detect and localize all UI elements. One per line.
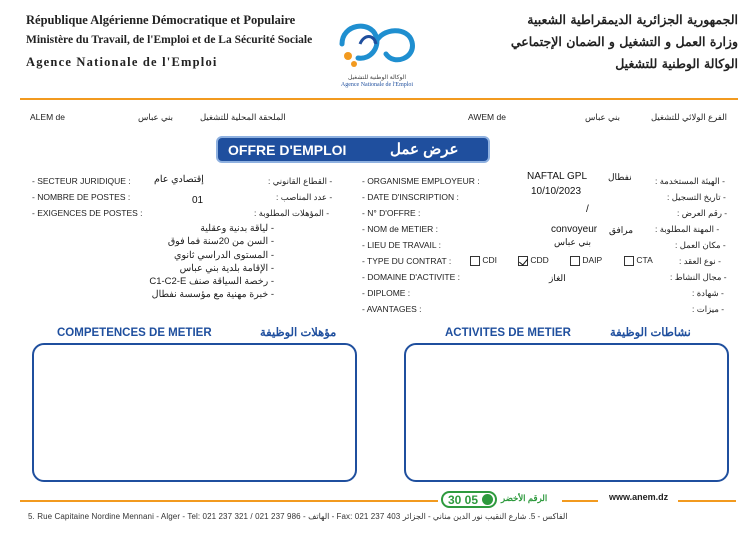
avantages-label: - AVANTAGES : (362, 304, 422, 314)
cta-checkbox[interactable] (624, 256, 634, 266)
secteur-ar-label: - القطاع القانوني : (268, 176, 333, 186)
postes-label: - NOMBRE DE POSTES : (32, 192, 131, 202)
diplome-label: - DIPLOME : (362, 288, 411, 298)
header-separator (20, 98, 738, 100)
lieu-ar-label: - مكان العمل : (675, 240, 726, 250)
activites-title-fr: ACTIVITES DE METIER (445, 327, 571, 339)
contrat-label: - TYPE DU CONTRAT : (362, 256, 452, 266)
requirements-list (150, 222, 274, 302)
contract-option-daip[interactable] (570, 255, 602, 266)
avantages-ar-label: - ميزات : (692, 304, 725, 314)
secteur-label: - SECTEUR JURIDIQUE : (32, 176, 131, 186)
green-number-badge (441, 491, 497, 508)
metier-value-ar: مرافق (609, 225, 634, 235)
cdd-label: CDD (530, 255, 549, 265)
logo-ar-text: الوكالة الوطنية للتشغيل (347, 75, 407, 81)
offer-title-banner (216, 136, 490, 163)
domaine-ar-label: - مجال النشاط : (670, 272, 727, 282)
postes-value: 01 (192, 195, 204, 206)
anem-logo-icon (330, 14, 424, 74)
alem-value: بني عباس (138, 112, 173, 122)
green-number-label: الرقم الأخضر (501, 493, 548, 503)
alem-ar-label: الملحقة المحلية للتشغيل (200, 112, 286, 122)
competences-box[interactable] (32, 343, 357, 482)
offre-number-value: / (586, 204, 589, 215)
activites-box[interactable] (404, 343, 729, 482)
lieu-value: بني عباس (554, 237, 592, 247)
cta-label: CTA (636, 255, 653, 265)
organisme-label: - ORGANISME EMPLOYEUR : (362, 176, 480, 186)
header-fr-line3: Agence Nationale de l'Emploi (26, 55, 218, 69)
requirement-item: - لياقة بدنية وعقلية (200, 223, 274, 234)
postes-ar-label: - عدد المناصب : (276, 192, 333, 202)
contract-option-cdd[interactable] (518, 255, 549, 266)
footer-separator-left (20, 500, 438, 502)
metier-ar-label: - المهنة المطلوبة : (655, 224, 720, 234)
offer-title-fr: OFFRE D'EMPLOI (228, 142, 347, 158)
competences-title-ar: مؤهلات الوظيفة (260, 327, 337, 339)
green-number: 30 05 (448, 493, 479, 507)
metier-value: convoyeur (551, 224, 598, 235)
footer-address: 5. Rue Capitaine Nordine Mennani - Alger - Tel: 021 237 321 / 021 237 986 - الهاتف - Fax: 021 237 403 الفاكس - 5. شارع النقيب نور الدين مناني - الجزائر (28, 512, 568, 521)
header-ar-line2: وزارة العمل و التشغيل و الضمان الإجتماعي (510, 34, 738, 49)
domaine-value: الغاز (549, 273, 566, 283)
awem-label: AWEM de (468, 112, 506, 122)
cdi-checkbox[interactable] (470, 256, 480, 266)
organisme-value-ar: نفطال (608, 172, 632, 182)
competences-title-fr: COMPETENCES DE METIER (57, 327, 212, 339)
lieu-label: - LIEU DE TRAVAIL : (362, 240, 442, 250)
organisme-value: NAFTAL GPL (527, 171, 588, 182)
daip-checkbox[interactable] (570, 256, 580, 266)
activites-title-ar: نشاطات الوظيفة (610, 327, 691, 339)
awem-value: بني عباس (585, 112, 620, 122)
date-label: - DATE D'INSCRIPTION : (362, 192, 459, 202)
date-value: 10/10/2023 (531, 186, 582, 197)
requirement-item: - الإقامة بلدية بني عباس (179, 262, 274, 274)
phone-icon (482, 494, 493, 505)
cdd-checkbox[interactable] (518, 256, 528, 266)
requirement-item: - المستوى الدراسي ثانوي (174, 249, 274, 261)
exigences-label: - EXIGENCES DE POSTES : (32, 208, 143, 218)
cdi-label: CDI (482, 255, 498, 265)
exigences-ar-label: - المؤهلات المطلوبة : (254, 208, 330, 218)
header-ar-line3: الوكالة الوطنية للتشغيل (615, 56, 738, 71)
secteur-value: إقتصادي عام (154, 174, 204, 185)
anem-logo (330, 14, 424, 92)
alem-label: ALEM de (30, 112, 65, 122)
header-fr-line1: République Algérienne Démocratique et Populaire (26, 13, 296, 27)
footer-separator-right (678, 500, 736, 502)
header-fr-line2: Ministère du Travail, de l'Emploi et de La Sécurité Sociale (26, 34, 313, 46)
daip-label: DAIP (582, 255, 603, 265)
contract-option-cta[interactable] (624, 255, 653, 266)
logo-fr-text: Agence Nationale de l'Emploi (340, 82, 414, 88)
header-ar-line1: الجمهورية الجزائرية الديمقراطية الشعبية (527, 12, 738, 27)
offre-number-ar-label: - رقم العرض : (677, 208, 728, 218)
requirement-item: - السن من 20سنة فما فوق (167, 236, 274, 248)
contract-option-cdi[interactable] (470, 255, 497, 266)
website-link[interactable]: www.anem.dz (609, 492, 669, 502)
offre-number-label: - N° D'OFFRE : (362, 208, 421, 218)
organisme-ar-label: - الهيئة المستخدمة : (655, 176, 725, 186)
metier-label: - NOM de METIER : (362, 224, 439, 234)
date-ar-label: - تاريخ التسجيل : (667, 192, 726, 202)
contrat-ar-label: - نوع العقد : (679, 256, 721, 266)
offer-title-ar: عرض عمل (390, 141, 459, 158)
requirement-item: - خبرة مهنية مع مؤسسة نفطال (151, 289, 274, 301)
requirement-item: - رخصة السياقة صنف C1-C2-E (149, 276, 274, 288)
domaine-label: - DOMAINE D'ACTIVITE : (362, 272, 460, 282)
awem-ar-label: الفرع الولائي للتشغيل (651, 112, 728, 122)
footer-separator-mid (562, 500, 598, 502)
diplome-ar-label: - شهادة : (692, 288, 724, 298)
